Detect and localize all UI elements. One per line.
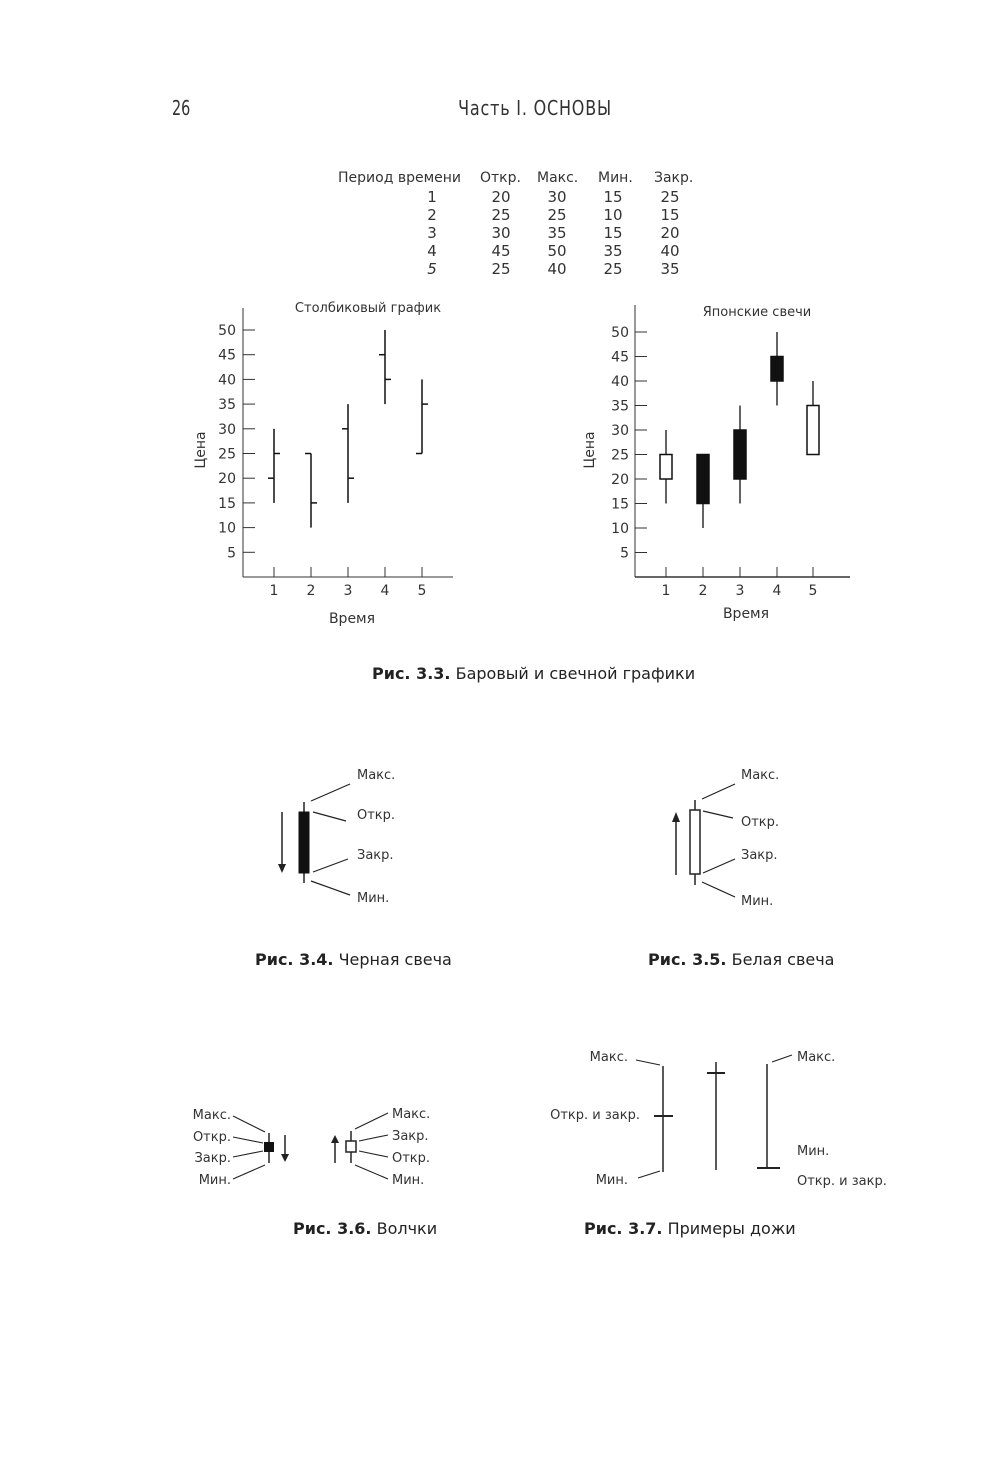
- leader-close: [313, 859, 348, 872]
- leader-open-right: [359, 1151, 388, 1157]
- caption-fig-3-4-text: Черная свеча: [333, 950, 452, 969]
- white-candle-body: [690, 810, 700, 874]
- table-cell-r5-c4: 25: [603, 260, 623, 278]
- candle-chart-ytick-label-25: 25: [611, 447, 629, 464]
- bar-chart-ytick-label-45: 45: [218, 347, 236, 364]
- candle-chart-xtick-label-4: 4: [772, 583, 782, 599]
- bar-chart-ytick-label-10: 10: [218, 520, 236, 537]
- candle-chart-xtick-label-1: 1: [661, 583, 671, 599]
- label-high: Макс.: [357, 768, 396, 783]
- candle-chart-ytick-label-50: 50: [611, 325, 629, 341]
- label-open: Откр.: [357, 808, 396, 823]
- caption-fig-3-5-text: Белая свеча: [726, 950, 835, 969]
- label-low-right: Мин.: [392, 1173, 425, 1188]
- caption-fig-3-5: [648, 950, 834, 969]
- bar-chart-xtick-label-1: 1: [269, 583, 279, 599]
- table-cell-r3-c5: 20: [660, 224, 680, 242]
- doji-3-label-low: Мин.: [797, 1144, 830, 1159]
- table-cell-r5-c3: 40: [547, 260, 567, 278]
- page-number: 26: [172, 96, 191, 120]
- table-header-close: Закр.: [654, 170, 694, 186]
- leader-close-right: [359, 1135, 388, 1141]
- bar-chart-ytick-label-5: 5: [227, 545, 236, 562]
- table-cell-r3-c1: 3: [427, 224, 437, 242]
- candle-chart-xtick-label-5: 5: [808, 583, 818, 599]
- leader-low: [702, 882, 735, 897]
- caption-fig-3-6-number: Рис. 3.6.: [293, 1219, 372, 1238]
- white-candle-diagram: [665, 760, 825, 920]
- bar-chart-title: Столбиковый график: [294, 301, 442, 316]
- caption-fig-3-7-text: Примеры дожи: [662, 1219, 796, 1238]
- doji-diagram: [540, 1040, 900, 1195]
- table-cell-r1-c3: 30: [547, 188, 567, 206]
- table-cell-r5-c1: 5: [427, 260, 437, 278]
- bar-chart-xtick-label-4: 4: [380, 583, 390, 599]
- caption-fig-3-3: [372, 664, 695, 683]
- candle-chart-ytick-label-45: 45: [611, 349, 629, 366]
- down-arrow-icon: [281, 1154, 289, 1162]
- table-header-high: Макс.: [537, 170, 579, 186]
- candle-chart-ytick-label-15: 15: [611, 496, 629, 513]
- candle-chart-ytick-label-20: 20: [611, 472, 629, 488]
- table-cell-r1-c2: 20: [491, 188, 511, 206]
- caption-fig-3-7-number: Рис. 3.7.: [584, 1219, 663, 1238]
- down-arrow-icon: [278, 864, 286, 873]
- table-cell-r1-c4: 15: [603, 188, 623, 206]
- table-cell-r2-c5: 15: [660, 206, 680, 224]
- table-cell-r1-c5: 25: [660, 188, 680, 206]
- table-cell-r3-c2: 30: [491, 224, 511, 242]
- spinning-tops-diagram: [185, 1095, 445, 1195]
- leader-high-left: [233, 1116, 265, 1132]
- doji-1-leader-low: [638, 1171, 660, 1178]
- candle-chart-title: Японские свечи: [702, 305, 812, 320]
- table-cell-r2-c1: 2: [427, 206, 437, 224]
- candle-4-body: [771, 357, 783, 382]
- candle-chart-xtick-label-3: 3: [735, 583, 745, 599]
- candle-chart-ylabel: Цена: [582, 431, 598, 469]
- leader-open: [703, 811, 733, 818]
- running-title: Часть I. ОСНОВЫ: [458, 96, 612, 120]
- leader-open-left: [233, 1137, 263, 1143]
- candle-chart-ytick-label-40: 40: [611, 374, 629, 390]
- doji-3-label-open-close: Откр. и закр.: [797, 1174, 887, 1189]
- caption-fig-3-7: [584, 1219, 796, 1238]
- table-header-open: Откр.: [480, 170, 521, 186]
- table-cell-r4-c3: 50: [547, 242, 567, 260]
- candle-chart-ytick-label-35: 35: [611, 398, 629, 415]
- leader-high: [311, 784, 350, 801]
- candle-1-body: [660, 455, 672, 480]
- candle-5-body: [807, 406, 819, 455]
- label-high: Макс.: [741, 768, 780, 783]
- doji-1-label-open-close: Откр. и закр.: [550, 1108, 640, 1123]
- doji-1-leader-high: [636, 1060, 660, 1065]
- label-close: Закр.: [357, 848, 394, 863]
- bar-chart-xtick-label-2: 2: [306, 583, 316, 599]
- black-candle-diagram: [270, 760, 430, 920]
- table-cell-r4-c5: 40: [660, 242, 680, 260]
- bar-chart: [180, 290, 470, 635]
- table-cell-r2-c4: 10: [603, 206, 623, 224]
- caption-fig-3-3-text: Баровый и свечной графики: [450, 664, 696, 683]
- caption-fig-3-4: [255, 950, 452, 969]
- table-header-low: Мин.: [598, 170, 633, 186]
- bar-chart-ytick-label-15: 15: [218, 495, 236, 512]
- caption-fig-3-4-number: Рис. 3.4.: [255, 950, 334, 969]
- caption-fig-3-3-number: Рис. 3.3.: [372, 664, 451, 683]
- table-cell-r4-c4: 35: [603, 242, 623, 260]
- table-cell-r1-c1: 1: [427, 188, 437, 206]
- candle-chart-xlabel: Время: [722, 606, 770, 622]
- leader-high-right: [355, 1113, 388, 1129]
- label-close-right: Закр.: [392, 1129, 429, 1144]
- leader-open: [313, 812, 346, 821]
- label-low-left: Мин.: [198, 1173, 231, 1188]
- bar-chart-xlabel: Время: [328, 611, 376, 627]
- doji-1-label-high: Макс.: [589, 1050, 628, 1065]
- bar-chart-xtick-label-3: 3: [343, 583, 353, 599]
- candle-chart-ytick-label-30: 30: [611, 423, 629, 439]
- label-close: Закр.: [741, 848, 778, 863]
- up-arrow-icon: [672, 812, 680, 822]
- label-open-right: Откр.: [392, 1151, 431, 1166]
- table-cell-r5-c2: 25: [491, 260, 511, 278]
- white-top-body: [346, 1141, 356, 1152]
- doji-3-leader-high: [772, 1055, 792, 1062]
- bar-chart-xtick-label-5: 5: [417, 583, 427, 599]
- black-candle-body: [299, 812, 309, 873]
- candle-chart-ytick-label-5: 5: [620, 545, 629, 562]
- bar-chart-ytick-label-35: 35: [218, 397, 236, 414]
- candle-3-body: [734, 430, 746, 479]
- table-cell-r4-c1: 4: [427, 242, 437, 260]
- bar-chart-ytick-label-40: 40: [218, 372, 236, 389]
- label-high-left: Макс.: [192, 1108, 231, 1123]
- caption-fig-3-6-text: Волчки: [371, 1219, 438, 1238]
- candle-chart: [575, 295, 865, 630]
- candle-2-body: [697, 455, 709, 504]
- label-low: Мин.: [357, 891, 390, 906]
- caption-fig-3-5-number: Рис. 3.5.: [648, 950, 727, 969]
- table-cell-r2-c2: 25: [491, 206, 511, 224]
- candle-chart-ytick-label-10: 10: [611, 521, 629, 537]
- candle-chart-xtick-label-2: 2: [698, 583, 708, 599]
- bar-chart-ytick-label-20: 20: [218, 471, 236, 488]
- table-header-period: Период времени: [338, 170, 461, 186]
- doji-1-label-low: Мин.: [595, 1173, 628, 1188]
- leader-high: [702, 784, 735, 799]
- leader-low-right: [355, 1165, 388, 1179]
- leader-close-left: [233, 1151, 263, 1157]
- up-arrow-icon: [331, 1135, 339, 1143]
- label-high-right: Макс.: [392, 1107, 431, 1122]
- label-open: Откр.: [741, 815, 780, 830]
- bar-chart-ytick-label-50: 50: [218, 323, 236, 339]
- bar-chart-ylabel: Цена: [193, 431, 209, 469]
- leader-close: [703, 859, 735, 873]
- table-cell-r3-c4: 15: [603, 224, 623, 242]
- caption-fig-3-6: [293, 1219, 437, 1238]
- table-cell-r2-c3: 25: [547, 206, 567, 224]
- doji-3-label-high: Макс.: [797, 1050, 836, 1065]
- bar-chart-ytick-label-25: 25: [218, 446, 236, 463]
- table-cell-r5-c5: 35: [660, 260, 680, 278]
- table-cell-r4-c2: 45: [491, 242, 511, 260]
- label-close-left: Закр.: [194, 1151, 231, 1166]
- leader-low: [311, 881, 350, 895]
- label-low: Мин.: [741, 894, 774, 909]
- black-top-body: [264, 1142, 274, 1152]
- bar-chart-ytick-label-30: 30: [218, 421, 236, 438]
- leader-low-left: [233, 1165, 265, 1179]
- label-open-left: Откр.: [192, 1130, 231, 1145]
- table-cell-r3-c3: 35: [547, 224, 567, 242]
